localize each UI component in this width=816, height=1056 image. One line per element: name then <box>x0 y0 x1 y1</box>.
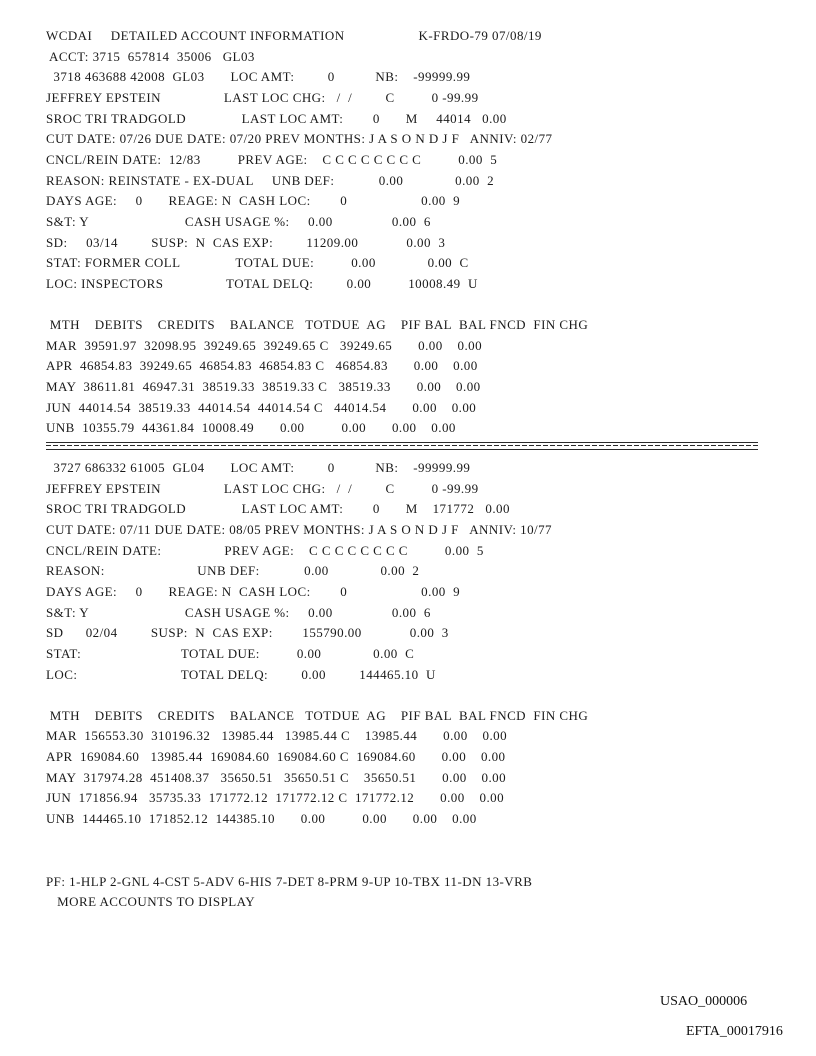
screen-line: MAY 38611.81 46947.31 38519.33 38519.33 C 38519.33 0.00 0.00 <box>46 379 481 395</box>
more-accounts-message: MORE ACCOUNTS TO DISPLAY <box>46 894 256 909</box>
screen-line: SD: 03/14 SUSP: N CAS EXP: 11209.00 0.00 3 <box>46 234 446 250</box>
section-divider <box>46 442 758 450</box>
screen-line: MAR 39591.97 32098.95 39249.65 39249.65 C 39249.65 0.00 0.00 <box>46 337 483 353</box>
screen-line: UNB 144465.10 171852.12 144385.10 0.00 0.00 0.00 0.00 <box>46 811 477 827</box>
screen-line: JUN 171856.94 35735.33 171772.12 171772.12 C 171772.12 0.00 0.00 <box>46 790 505 806</box>
bates-stamp-usao: USAO_000006 <box>660 994 748 1009</box>
screen-line: REASON: UNB DEF: 0.00 0.00 2 <box>46 563 420 579</box>
screen-line: MTH DEBITS CREDITS BALANCE TOTDUE AG PIF BAL BAL FNCD FIN CHG <box>46 317 589 333</box>
pf-key-line: PF: 1-HLP 2-GNL 4-CST 5-ADV 6-HIS 7-DET 8-PRM 9-UP 10-TBX 11-DN 13-VRB <box>46 874 533 889</box>
screen-line: CNCL/REIN DATE: PREV AGE: C C C C C C C C 0.00 5 <box>46 542 484 558</box>
screen-line: CUT DATE: 07/11 DUE DATE: 08/05 PREV MONTHS: J A S O N D J F ANNIV: 10/77 <box>46 521 553 537</box>
screen-header-line: WCDAI DETAILED ACCOUNT INFORMATION K-FRDO-79 07/08/19 <box>46 28 542 43</box>
screen-line: MTH DEBITS CREDITS BALANCE TOTDUE AG PIF BAL BAL FNCD FIN CHG <box>46 707 589 723</box>
screen-line: SD 02/04 SUSP: N CAS EXP: 155790.00 0.00 3 <box>46 625 449 641</box>
screen-line: S&T: Y CASH USAGE %: 0.00 0.00 6 <box>46 213 431 229</box>
screen-line: JEFFREY EPSTEIN LAST LOC CHG: / / C 0 -99.99 <box>46 89 479 105</box>
screen-line: REASON: REINSTATE - EX-DUAL UNB DEF: 0.00 0.00 2 <box>46 172 495 188</box>
screen-line: 3718 463688 42008 GL03 LOC AMT: 0 NB: -99999.99 <box>46 69 471 85</box>
screen-line: DAYS AGE: 0 REAGE: N CASH LOC: 0 0.00 9 <box>46 193 461 209</box>
screen-line: CUT DATE: 07/26 DUE DATE: 07/20 PREV MONTHS: J A S O N D J F ANNIV: 02/77 <box>46 131 553 147</box>
screen-line: MAY 317974.28 451408.37 35650.51 35650.51 C 35650.51 0.00 0.00 <box>46 769 507 785</box>
screen-line: DAYS AGE: 0 REAGE: N CASH LOC: 0 0.00 9 <box>46 583 461 599</box>
screen-line: APR 46854.83 39249.65 46854.83 46854.83 C 46854.83 0.00 0.00 <box>46 358 478 374</box>
screen-line: LOC: TOTAL DELQ: 0.00 144465.10 U <box>46 666 436 682</box>
screen-line: 3727 686332 61005 GL04 LOC AMT: 0 NB: -99999.99 <box>46 460 471 475</box>
screen-line: APR 169084.60 13985.44 169084.60 169084.60 C 169084.60 0.00 0.00 <box>46 749 506 765</box>
screen-line: MAR 156553.30 310196.32 13985.44 13985.44 C 13985.44 0.00 0.00 <box>46 728 508 744</box>
screen-line: JUN 44014.54 38519.33 44014.54 44014.54 C 44014.54 0.00 0.00 <box>46 399 477 415</box>
bates-stamp-efta: EFTA_00017916 <box>686 1024 783 1039</box>
screen-line: SROC TRI TRADGOLD LAST LOC AMT: 0 M 44014 0.00 <box>46 110 507 126</box>
screen-line: CNCL/REIN DATE: 12/83 PREV AGE: C C C C C C C C 0.00 5 <box>46 151 498 167</box>
screen-line: UNB 10355.79 44361.84 10008.49 0.00 0.00 0.00 0.00 <box>46 420 456 436</box>
screen-line: S&T: Y CASH USAGE %: 0.00 0.00 6 <box>46 604 431 620</box>
screen-line: ACCT: 3715 657814 35006 GL03 <box>46 48 255 64</box>
screen-line: LOC: INSPECTORS TOTAL DELQ: 0.00 10008.49 U <box>46 275 478 291</box>
screen-line: JEFFREY EPSTEIN LAST LOC CHG: / / C 0 -99.99 <box>46 480 479 496</box>
screen-line: STAT: FORMER COLL TOTAL DUE: 0.00 0.00 C <box>46 255 469 271</box>
screen-line: SROC TRI TRADGOLD LAST LOC AMT: 0 M 171772 0.00 <box>46 501 510 517</box>
screen-line: STAT: TOTAL DUE: 0.00 0.00 C <box>46 645 415 661</box>
